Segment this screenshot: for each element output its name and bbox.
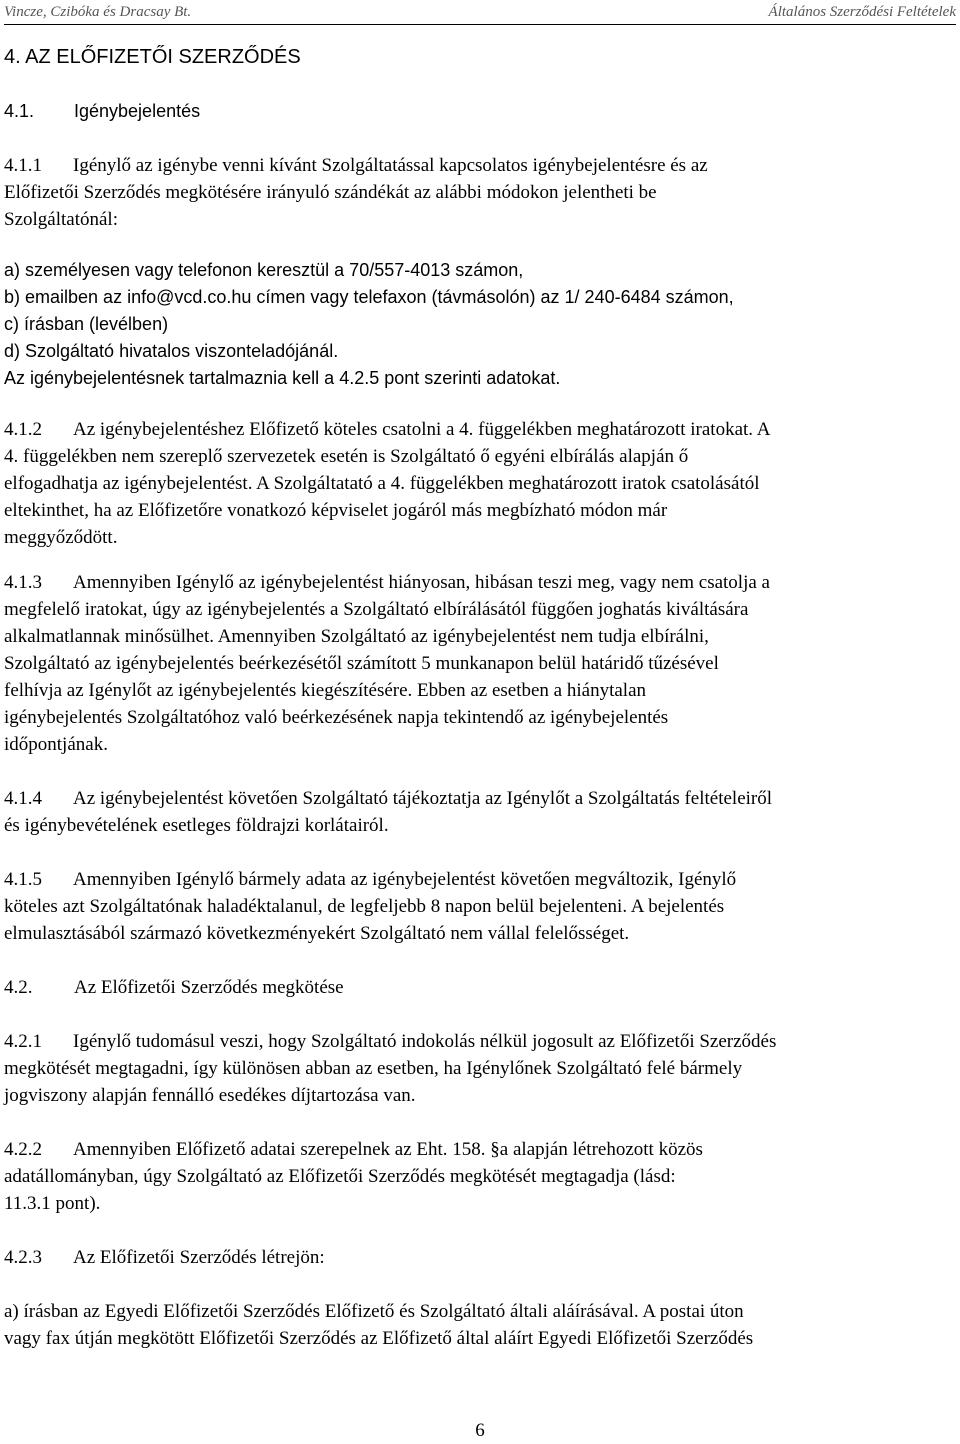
paragraph-title: Az Előfizetői Szerződés létrejön: bbox=[73, 1247, 325, 1268]
section-title: 4. AZ ELŐFIZETŐI SZERZŐDÉS bbox=[4, 46, 301, 68]
page-number: 6 bbox=[475, 1420, 485, 1441]
paragraph-line: Az igénybejelentést követően Szolgáltató tájékoztatja az Igénylőt a Szolgáltatás feltételeiről bbox=[73, 788, 773, 809]
paragraph-line: Amennyiben Igénylő bármely adata az igénybejelentést követően megváltozik, Igénylő bbox=[73, 869, 737, 890]
paragraph-4-2-2 bbox=[4, 1136, 956, 1217]
paragraph-4-1-3 bbox=[4, 569, 956, 758]
paragraph-line: 4. függelékben nem szereplő szervezetek esetén is Szolgáltató ő egyéni elbírálás alapján ő bbox=[4, 446, 689, 467]
paragraph-line: Előfizetői Szerződés megkötésére irányuló szándékát az alábbi módokon jelentheti be bbox=[4, 182, 657, 203]
paragraph-number: 4.1.5 bbox=[4, 869, 42, 890]
subsection-heading-4-2 bbox=[4, 974, 956, 1001]
paragraph-number: 4.2.2 bbox=[4, 1139, 42, 1160]
paragraph-line: eltekinthet, ha az Előfizetőre vonatkozó képviselet jogáról más megbízható módon már bbox=[4, 500, 668, 521]
paragraph-line: Igénylő tudomásul veszi, hogy Szolgáltató indokolás nélkül jogosult az Előfizetői Szerződés bbox=[73, 1031, 777, 1052]
paragraph-line: adatállományban, úgy Szolgáltató az Előfizetői Szerződés megkötését megtagadja (lásd: bbox=[4, 1166, 676, 1187]
paragraph-number: 4.2.1 bbox=[4, 1031, 42, 1052]
paragraph-4-2-3-a bbox=[4, 1298, 956, 1352]
paragraph-line: megkötését megtagadni, így különösen abban az esetben, ha Igénylőnek Szolgáltató felé bármely bbox=[4, 1058, 743, 1079]
list-item: b) emailben az info@vcd.co.hu címen vagy telefaxon (távmásolón) az 1/ 240-6484 számon, bbox=[4, 287, 734, 307]
paragraph-4-2-1 bbox=[4, 1028, 956, 1109]
header-company: Vincze, Czibóka és Dracsay Bt. bbox=[4, 4, 192, 20]
paragraph-line: Szolgáltató az igénybejelentés beérkezésétől számított 5 munkanapon belül határidő tűzésével bbox=[4, 653, 719, 674]
paragraph-number: 4.1.2 bbox=[4, 419, 42, 440]
subsection-number: 4.2. bbox=[4, 977, 33, 998]
paragraph-4-2-3 bbox=[4, 1244, 956, 1271]
paragraph-line: felhívja az Igénylőt az igénybejelentés kiegészítésére. Ebben az esetben a hiánytalan bbox=[4, 680, 647, 701]
list-item: d) Szolgáltató hivatalos viszonteladójánál. bbox=[4, 341, 339, 361]
contact-method-list bbox=[4, 257, 956, 392]
paragraph-line: jogviszony alapján fennálló esedékes díjtartozása van. bbox=[4, 1085, 416, 1106]
paragraph-line: köteles azt Szolgáltatónak haladéktalanul, de legfeljebb 8 napon belül bejelenteni. A bejelentés bbox=[4, 896, 725, 917]
paragraph-line: Szolgáltatónál: bbox=[4, 209, 118, 230]
paragraph-line: vagy fax útján megkötött Előfizetői Szerződés az Előfizető által aláírt Egyedi Előfizetői Szerződés bbox=[4, 1328, 754, 1349]
header-doc-title: Általános Szerződési Feltételek bbox=[768, 4, 956, 20]
paragraph-4-1-2 bbox=[4, 416, 956, 551]
paragraph-number: 4.2.3 bbox=[4, 1247, 42, 1268]
paragraph-line: Igénylő az igénybe venni kívánt Szolgáltatással kapcsolatos igénybejelentésre és az bbox=[73, 155, 708, 176]
paragraph-line: megfelelő iratokat, úgy az igénybejelentés a Szolgáltató elbírálásától függően joghatás kiváltására bbox=[4, 599, 749, 620]
list-item: c) írásban (levélben) bbox=[4, 314, 169, 334]
paragraph-line: elfogadhatja az igénybejelentést. A Szolgáltatató a 4. függelékben meghatározott iratok csatolásától bbox=[4, 473, 760, 494]
paragraph-line: Amennyiben Előfizető adatai szerepelnek az Eht. 158. §a alapján létrehozott közös bbox=[73, 1139, 703, 1160]
paragraph-line: Az igénybejelentéshez Előfizető köteles csatolni a 4. függelékben meghatározott iratokat. A bbox=[73, 419, 771, 440]
paragraph-number: 4.1.1 bbox=[4, 155, 42, 176]
paragraph-number: 4.1.4 bbox=[4, 788, 42, 809]
subsection-title: Igénybejelentés bbox=[74, 101, 201, 121]
running-header bbox=[4, 2, 956, 25]
paragraph-number: 4.1.3 bbox=[4, 572, 42, 593]
paragraph-line: Amennyiben Igénylő az igénybejelentést hiányosan, hibásan teszi meg, vagy nem csatolja a bbox=[73, 572, 770, 593]
document-body bbox=[4, 44, 956, 1352]
paragraph-line: igénybejelentés Szolgáltatóhoz való beérkezésének napja tekintendő az igénybejelentés bbox=[4, 707, 669, 728]
paragraph-line: 11.3.1 pont). bbox=[4, 1193, 101, 1214]
list-item: Az igénybejelentésnek tartalmaznia kell a 4.2.5 pont szerinti adatokat. bbox=[4, 368, 561, 388]
paragraph-line: a) írásban az Egyedi Előfizetői Szerződés Előfizető és Szolgáltató általi aláírásával. A postai úton bbox=[4, 1301, 744, 1322]
paragraph-line: meggyőződött. bbox=[4, 527, 118, 548]
subsection-heading-4-1 bbox=[4, 98, 956, 125]
paragraph-line: és igénybevételének esetleges földrajzi korlátairól. bbox=[4, 815, 389, 836]
subsection-number: 4.1. bbox=[4, 101, 35, 121]
paragraph-4-1-4 bbox=[4, 785, 956, 839]
subsection-title: Az Előfizetői Szerződés megkötése bbox=[74, 977, 344, 998]
paragraph-line: alkalmatlannak minősülhet. Amennyiben Szolgáltató az igénybejelentést nem tudja elbírálni, bbox=[4, 626, 709, 647]
paragraph-line: időpontjának. bbox=[4, 734, 108, 755]
list-item: a) személyesen vagy telefonon keresztül a 70/557-4013 számon, bbox=[4, 260, 524, 280]
paragraph-4-1-5 bbox=[4, 866, 956, 947]
paragraph-4-1-1 bbox=[4, 152, 956, 233]
paragraph-line: elmulasztásából származó következményekért Szolgáltató nem vállal felelősséget. bbox=[4, 923, 630, 944]
